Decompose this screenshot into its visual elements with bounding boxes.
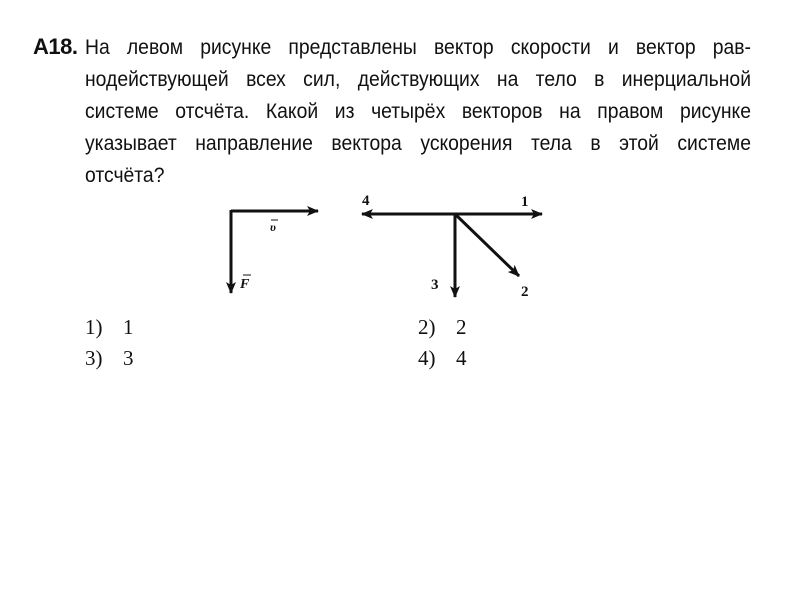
- answer-number: 2): [418, 315, 436, 339]
- answer-option-1[interactable]: [85, 314, 134, 340]
- vector-2: [455, 214, 519, 276]
- vector-1-label: 1: [521, 194, 529, 210]
- question-number: А18.: [33, 34, 78, 59]
- question-line: указывает направление вектора ускорения тела в этой системе: [85, 131, 751, 155]
- answer-option-4[interactable]: [418, 345, 467, 371]
- answer-text: 4: [456, 346, 467, 370]
- answer-option-2[interactable]: [418, 314, 467, 340]
- answer-option-3[interactable]: [85, 345, 134, 371]
- answer-text: 2: [456, 315, 467, 339]
- vector-4-label: 4: [362, 193, 370, 209]
- question-line: отсчёта?: [85, 163, 165, 187]
- answer-text: 1: [123, 315, 134, 339]
- vector-2-label: 2: [521, 284, 529, 300]
- answer-number: 3): [85, 346, 103, 370]
- velocity-label: υ: [270, 220, 276, 234]
- question-line: системе отсчёта. Какой из четырёх векторов на правом рисунке: [85, 99, 751, 123]
- answer-number: 1): [85, 315, 103, 339]
- vector-3-label: 3: [431, 277, 439, 293]
- question-line: нодействующей всех сил, действующих на тело в инерциальной: [85, 67, 751, 91]
- answer-number: 4): [418, 346, 436, 370]
- force-label: F: [240, 277, 250, 292]
- question-line: На левом рисунке представлены вектор скорости и вектор рав-: [85, 35, 751, 59]
- answer-text: 3: [123, 346, 134, 370]
